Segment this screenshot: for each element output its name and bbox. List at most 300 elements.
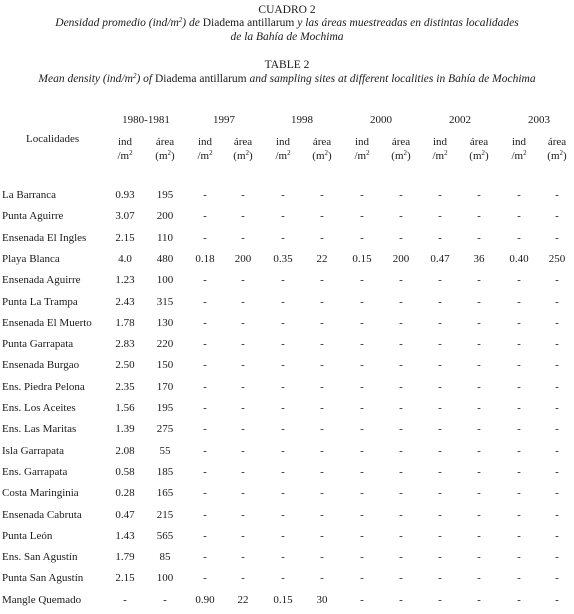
area-cell: - — [399, 465, 403, 478]
density-cell: 3.07 — [115, 210, 135, 223]
locality-name: Ensenada Aguirre — [2, 274, 81, 287]
density-cell: - — [360, 231, 364, 244]
area-cell: - — [399, 423, 403, 436]
ind-header: ind — [432, 136, 448, 148]
area-unit: $(m^2)$ — [547, 149, 567, 162]
area-cell: - — [399, 295, 403, 308]
area-cell: - — [320, 380, 324, 393]
density-cell: - — [517, 231, 521, 244]
ind-header: ind — [354, 136, 370, 148]
area-cell: - — [241, 444, 245, 457]
area-cell: - — [555, 423, 559, 436]
density-cell: - — [517, 316, 521, 329]
locality-name: Punta San Agustín — [2, 572, 84, 585]
area-cell: 130 — [156, 316, 174, 329]
density-cell: 0.35 — [273, 252, 293, 265]
density-cell: - — [123, 593, 127, 606]
area-cell: 200 — [234, 252, 252, 265]
density-cell: 1.78 — [115, 316, 135, 329]
area-cell: 100 — [156, 572, 174, 585]
area-cell: - — [477, 508, 481, 521]
density-cell: - — [281, 487, 285, 500]
density-cell: - — [517, 189, 521, 201]
ind-unit: $/m^2$ — [354, 149, 370, 162]
density-cell: - — [360, 444, 364, 457]
area-cell: - — [399, 380, 403, 393]
density-cell: 0.47 — [430, 252, 450, 265]
density-cell: - — [203, 402, 207, 414]
density-cell: - — [203, 189, 207, 201]
area-cell: - — [477, 572, 481, 585]
density-cell: 1.79 — [115, 551, 135, 564]
area-cell: - — [320, 210, 324, 223]
density-cell: 2.15 — [115, 231, 135, 244]
area-cell: 36 — [473, 252, 485, 265]
density-cell: - — [360, 423, 364, 436]
area-cell: - — [241, 572, 245, 585]
locality-name: Punta León — [2, 529, 53, 542]
area-cell: - — [399, 274, 403, 287]
density-cell: - — [517, 295, 521, 308]
area-cell: - — [555, 593, 559, 606]
density-cell: - — [203, 210, 207, 223]
area-cell: - — [477, 231, 481, 244]
area-cell: - — [399, 231, 403, 244]
area-cell: - — [241, 402, 245, 414]
density-cell: - — [360, 295, 364, 308]
area-cell: - — [477, 529, 481, 542]
density-cell: - — [438, 189, 442, 201]
density-cell: - — [438, 572, 442, 585]
density-cell: - — [281, 529, 285, 542]
area-cell: - — [320, 423, 324, 436]
density-cell: - — [438, 359, 442, 372]
year-header: 1998 — [291, 114, 313, 126]
area-cell: - — [555, 572, 559, 585]
locality-name: La Barranca — [2, 189, 57, 201]
area-cell: 30 — [316, 593, 328, 606]
area-cell: 195 — [156, 189, 174, 201]
ind-unit: $/m^2$ — [117, 149, 133, 162]
density-cell: - — [203, 423, 207, 436]
area-cell: - — [399, 551, 403, 564]
density-cell: - — [517, 465, 521, 478]
area-cell: - — [320, 465, 324, 478]
density-cell: - — [203, 359, 207, 372]
area-cell: - — [241, 508, 245, 521]
area-cell: - — [320, 551, 324, 564]
density-cell: - — [203, 444, 207, 457]
locality-name: Punta La Trampa — [2, 295, 78, 308]
density-cell: 2.15 — [115, 572, 135, 585]
area-cell: - — [320, 444, 324, 457]
density-cell: - — [281, 444, 285, 457]
area-cell: 215 — [156, 508, 174, 521]
density-cell: - — [517, 593, 521, 606]
density-cell: 0.90 — [195, 593, 215, 606]
area-cell: - — [399, 316, 403, 329]
caption-es-post: y las áreas muestreadas en distintas localidades — [294, 17, 519, 29]
density-cell: 0.15 — [352, 252, 372, 265]
caption-en-species: Diadema antillarum — [154, 73, 247, 85]
density-cell: 1.56 — [115, 402, 135, 414]
density-cell: - — [517, 529, 521, 542]
density-cell: - — [203, 231, 207, 244]
density-cell: - — [438, 338, 442, 351]
area-cell: - — [241, 487, 245, 500]
area-cell: - — [477, 465, 481, 478]
area-header: área — [233, 136, 253, 148]
area-cell: - — [477, 487, 481, 500]
year-header: 2003 — [528, 114, 550, 126]
locality-name: Ens. Garrapata — [2, 465, 68, 478]
density-cell: 4.0 — [118, 252, 132, 265]
caption-es-sup: 2 — [178, 16, 183, 24]
cuadro-label-text: CUADRO 2 — [258, 4, 316, 16]
density-cell: - — [203, 338, 207, 351]
area-cell: - — [555, 444, 559, 457]
locality-name: Punta Aguirre — [2, 210, 64, 223]
density-cell: - — [203, 529, 207, 542]
caption-en-sup: 2 — [132, 72, 137, 80]
area-cell: - — [399, 444, 403, 457]
density-cell: - — [438, 551, 442, 564]
density-cell: - — [360, 316, 364, 329]
density-cell: - — [438, 231, 442, 244]
density-cell: - — [203, 572, 207, 585]
locality-name: Ens. Los Aceites — [2, 402, 76, 414]
area-cell: - — [477, 359, 481, 372]
area-cell: - — [241, 316, 245, 329]
density-cell: - — [281, 572, 285, 585]
area-cell: - — [399, 593, 403, 606]
area-cell: 150 — [156, 359, 174, 372]
locality-name: Ens. Las Maritas — [2, 423, 77, 436]
density-cell: - — [438, 423, 442, 436]
density-cell: - — [438, 444, 442, 457]
area-cell: 315 — [156, 295, 174, 308]
area-cell: - — [477, 189, 481, 201]
density-cell: - — [360, 380, 364, 393]
area-cell: - — [241, 189, 245, 201]
area-cell: - — [555, 295, 559, 308]
area-cell: - — [241, 529, 245, 542]
density-cell: - — [360, 508, 364, 521]
area-cell: - — [399, 529, 403, 542]
area-cell: - — [399, 402, 403, 414]
density-cell: - — [360, 338, 364, 351]
area-unit: $(m^2)$ — [391, 149, 411, 162]
density-cell: - — [281, 402, 285, 414]
area-cell: - — [320, 508, 324, 521]
density-cell: - — [281, 359, 285, 372]
density-cell: 0.47 — [115, 508, 135, 521]
area-cell: - — [477, 402, 481, 414]
density-cell: - — [438, 210, 442, 223]
area-cell: - — [477, 316, 481, 329]
area-cell: - — [555, 274, 559, 287]
area-unit: $(m^2)$ — [312, 149, 332, 162]
area-cell: - — [477, 551, 481, 564]
area-cell: - — [477, 338, 481, 351]
density-cell: - — [281, 231, 285, 244]
caption-en-pre: Mean density (ind/m — [38, 73, 133, 85]
density-cell: - — [281, 338, 285, 351]
area-cell: - — [320, 295, 324, 308]
locality-name: Ens. Piedra Pelona — [2, 380, 85, 393]
area-cell: - — [241, 465, 245, 478]
ind-header: ind — [511, 136, 527, 148]
year-header: 2002 — [449, 114, 471, 126]
density-cell: - — [438, 508, 442, 521]
density-cell: 1.39 — [115, 423, 135, 436]
density-cell: - — [281, 189, 285, 201]
density-cell: - — [517, 274, 521, 287]
density-cell: - — [281, 551, 285, 564]
density-cell: - — [517, 338, 521, 351]
density-cell: - — [517, 551, 521, 564]
area-cell: - — [320, 189, 324, 201]
density-cell: - — [360, 487, 364, 500]
area-cell: - — [241, 338, 245, 351]
density-cell: - — [203, 465, 207, 478]
area-cell: - — [163, 593, 167, 606]
density-cell: - — [438, 529, 442, 542]
area-cell: 110 — [156, 231, 174, 244]
area-cell: - — [555, 402, 559, 414]
density-cell: - — [203, 508, 207, 521]
locality-name: Costa Maringinia — [2, 487, 79, 500]
area-cell: 100 — [156, 274, 174, 287]
caption-es-line2: de la Bahía de Mochima — [230, 31, 344, 43]
area-cell: - — [399, 508, 403, 521]
density-cell: 0.93 — [115, 189, 135, 201]
density-cell: - — [517, 423, 521, 436]
density-cell: - — [203, 380, 207, 393]
density-cell: - — [360, 529, 364, 542]
density-cell: - — [281, 274, 285, 287]
area-cell: 22 — [316, 252, 328, 265]
ind-unit: $/m^2$ — [511, 149, 527, 162]
area-cell: - — [320, 338, 324, 351]
locality-name: Ensenada Burgao — [2, 359, 80, 372]
density-cell: - — [517, 487, 521, 500]
density-cell: - — [517, 572, 521, 585]
locality-name: Punta Garrapata — [2, 338, 74, 351]
area-cell: - — [320, 487, 324, 500]
year-header: 1997 — [213, 114, 235, 126]
year-header: 2000 — [370, 114, 392, 126]
ind-header: ind — [197, 136, 213, 148]
locality-name: Isla Garrapata — [2, 444, 64, 457]
density-cell: - — [360, 465, 364, 478]
density-cell: - — [438, 295, 442, 308]
area-cell: - — [241, 551, 245, 564]
density-cell: - — [438, 487, 442, 500]
area-cell: - — [555, 487, 559, 500]
density-cell: - — [517, 359, 521, 372]
density-cell: - — [438, 465, 442, 478]
area-cell: - — [320, 572, 324, 585]
density-cell: - — [517, 380, 521, 393]
density-cell: - — [360, 402, 364, 414]
density-cell: - — [281, 380, 285, 393]
density-cell: 0.15 — [273, 593, 293, 606]
density-cell: 1.23 — [115, 274, 135, 287]
area-cell: - — [320, 402, 324, 414]
area-cell: 170 — [156, 380, 174, 393]
density-cell: 2.08 — [115, 444, 135, 457]
density-cell: - — [360, 274, 364, 287]
area-cell: - — [477, 423, 481, 436]
area-cell: 195 — [156, 402, 174, 414]
area-header: área — [469, 136, 489, 148]
density-cell: - — [438, 402, 442, 414]
area-cell: 565 — [156, 529, 174, 542]
density-cell: 0.58 — [115, 465, 135, 478]
density-cell: - — [203, 274, 207, 287]
area-unit: $(m^2)$ — [155, 149, 175, 162]
locality-name: Ens. San Agustín — [2, 551, 78, 564]
area-cell: - — [555, 210, 559, 223]
area-cell: - — [241, 423, 245, 436]
density-cell: 2.43 — [115, 295, 135, 308]
area-unit: $(m^2)$ — [469, 149, 489, 162]
density-cell: 0.28 — [115, 487, 135, 500]
density-cell: - — [281, 316, 285, 329]
area-cell: - — [555, 231, 559, 244]
locality-name: Ensenada El Muerto — [2, 316, 92, 329]
area-cell: - — [555, 380, 559, 393]
density-cell: 2.35 — [115, 380, 135, 393]
area-cell: - — [241, 274, 245, 287]
area-cell: - — [399, 359, 403, 372]
caption-en-post: and sampling sites at different localities in Bahía de Mochima — [246, 73, 536, 85]
area-header: área — [391, 136, 411, 148]
density-cell: 0.18 — [195, 252, 215, 265]
area-cell: - — [399, 189, 403, 201]
area-cell: - — [241, 380, 245, 393]
area-cell: 480 — [156, 252, 174, 265]
density-cell: 1.43 — [115, 529, 135, 542]
area-cell: - — [555, 316, 559, 329]
area-cell: 250 — [548, 252, 566, 265]
area-cell: - — [477, 295, 481, 308]
area-cell: - — [399, 210, 403, 223]
ind-unit: $/m^2$ — [275, 149, 291, 162]
area-cell: - — [477, 274, 481, 287]
area-cell: 55 — [159, 444, 171, 457]
area-cell: - — [477, 593, 481, 606]
density-cell: - — [360, 210, 364, 223]
localidades-header: Localidades — [26, 133, 80, 145]
density-cell: - — [438, 380, 442, 393]
area-cell: - — [477, 210, 481, 223]
area-cell: 185 — [156, 465, 174, 478]
area-cell: - — [320, 529, 324, 542]
density-cell: 0.40 — [509, 252, 529, 265]
locality-name: Playa Blanca — [2, 252, 60, 265]
density-cell: - — [360, 189, 364, 201]
density-cell: - — [360, 593, 364, 606]
locality-name: Mangle Quemado — [2, 593, 82, 606]
area-cell: - — [477, 380, 481, 393]
area-cell: - — [241, 295, 245, 308]
density-cell: - — [281, 465, 285, 478]
locality-name: Ensenada El Ingles — [2, 231, 87, 244]
area-cell: - — [399, 572, 403, 585]
ind-header: ind — [275, 136, 291, 148]
caption-es-pre: Densidad promedio (ind/m — [55, 17, 179, 29]
density-cell: - — [360, 551, 364, 564]
area-cell: - — [399, 338, 403, 351]
density-cell: - — [203, 487, 207, 500]
density-cell: - — [203, 316, 207, 329]
area-cell: - — [555, 338, 559, 351]
area-cell: - — [320, 274, 324, 287]
area-cell: 22 — [237, 593, 249, 606]
ind-unit: $/m^2$ — [432, 149, 448, 162]
caption-en-mid: ) of — [136, 73, 155, 85]
area-cell: - — [399, 487, 403, 500]
area-cell: - — [320, 359, 324, 372]
ind-header: ind — [117, 136, 133, 148]
density-cell: - — [517, 508, 521, 521]
density-cell: - — [438, 274, 442, 287]
area-cell: - — [555, 508, 559, 521]
area-cell: - — [555, 359, 559, 372]
area-header: área — [155, 136, 175, 148]
density-cell: - — [281, 295, 285, 308]
caption-es-mid: ) de — [182, 17, 203, 29]
locality-name: Ensenada Cabruta — [2, 508, 82, 521]
density-cell: 2.83 — [115, 338, 135, 351]
area-cell: - — [241, 359, 245, 372]
area-cell: - — [555, 465, 559, 478]
density-cell: - — [438, 316, 442, 329]
density-cell: - — [281, 508, 285, 521]
area-cell: - — [320, 231, 324, 244]
area-cell: - — [555, 189, 559, 201]
area-cell: - — [477, 444, 481, 457]
density-cell: - — [517, 402, 521, 414]
density-cell: - — [203, 551, 207, 564]
area-header: área — [312, 136, 332, 148]
caption-es-species: Diadema antillarum — [202, 17, 295, 29]
density-cell: - — [517, 210, 521, 223]
area-cell: 165 — [156, 487, 174, 500]
area-cell: 275 — [156, 423, 174, 436]
area-cell: - — [241, 210, 245, 223]
density-cell: - — [517, 444, 521, 457]
area-cell: 85 — [159, 551, 171, 564]
density-cell: - — [203, 295, 207, 308]
area-cell: 200 — [156, 210, 174, 223]
area-cell: 220 — [156, 338, 174, 351]
area-unit: $(m^2)$ — [233, 149, 253, 162]
ind-unit: $/m^2$ — [197, 149, 213, 162]
density-cell: - — [281, 210, 285, 223]
area-cell: - — [320, 316, 324, 329]
density-cell: - — [360, 572, 364, 585]
density-cell: - — [281, 423, 285, 436]
area-cell: - — [241, 231, 245, 244]
density-cell: - — [438, 593, 442, 606]
year-header: 1980-1981 — [122, 114, 170, 126]
area-cell: 200 — [392, 252, 410, 265]
area-header: área — [547, 136, 567, 148]
table-label-text: TABLE 2 — [264, 59, 310, 71]
